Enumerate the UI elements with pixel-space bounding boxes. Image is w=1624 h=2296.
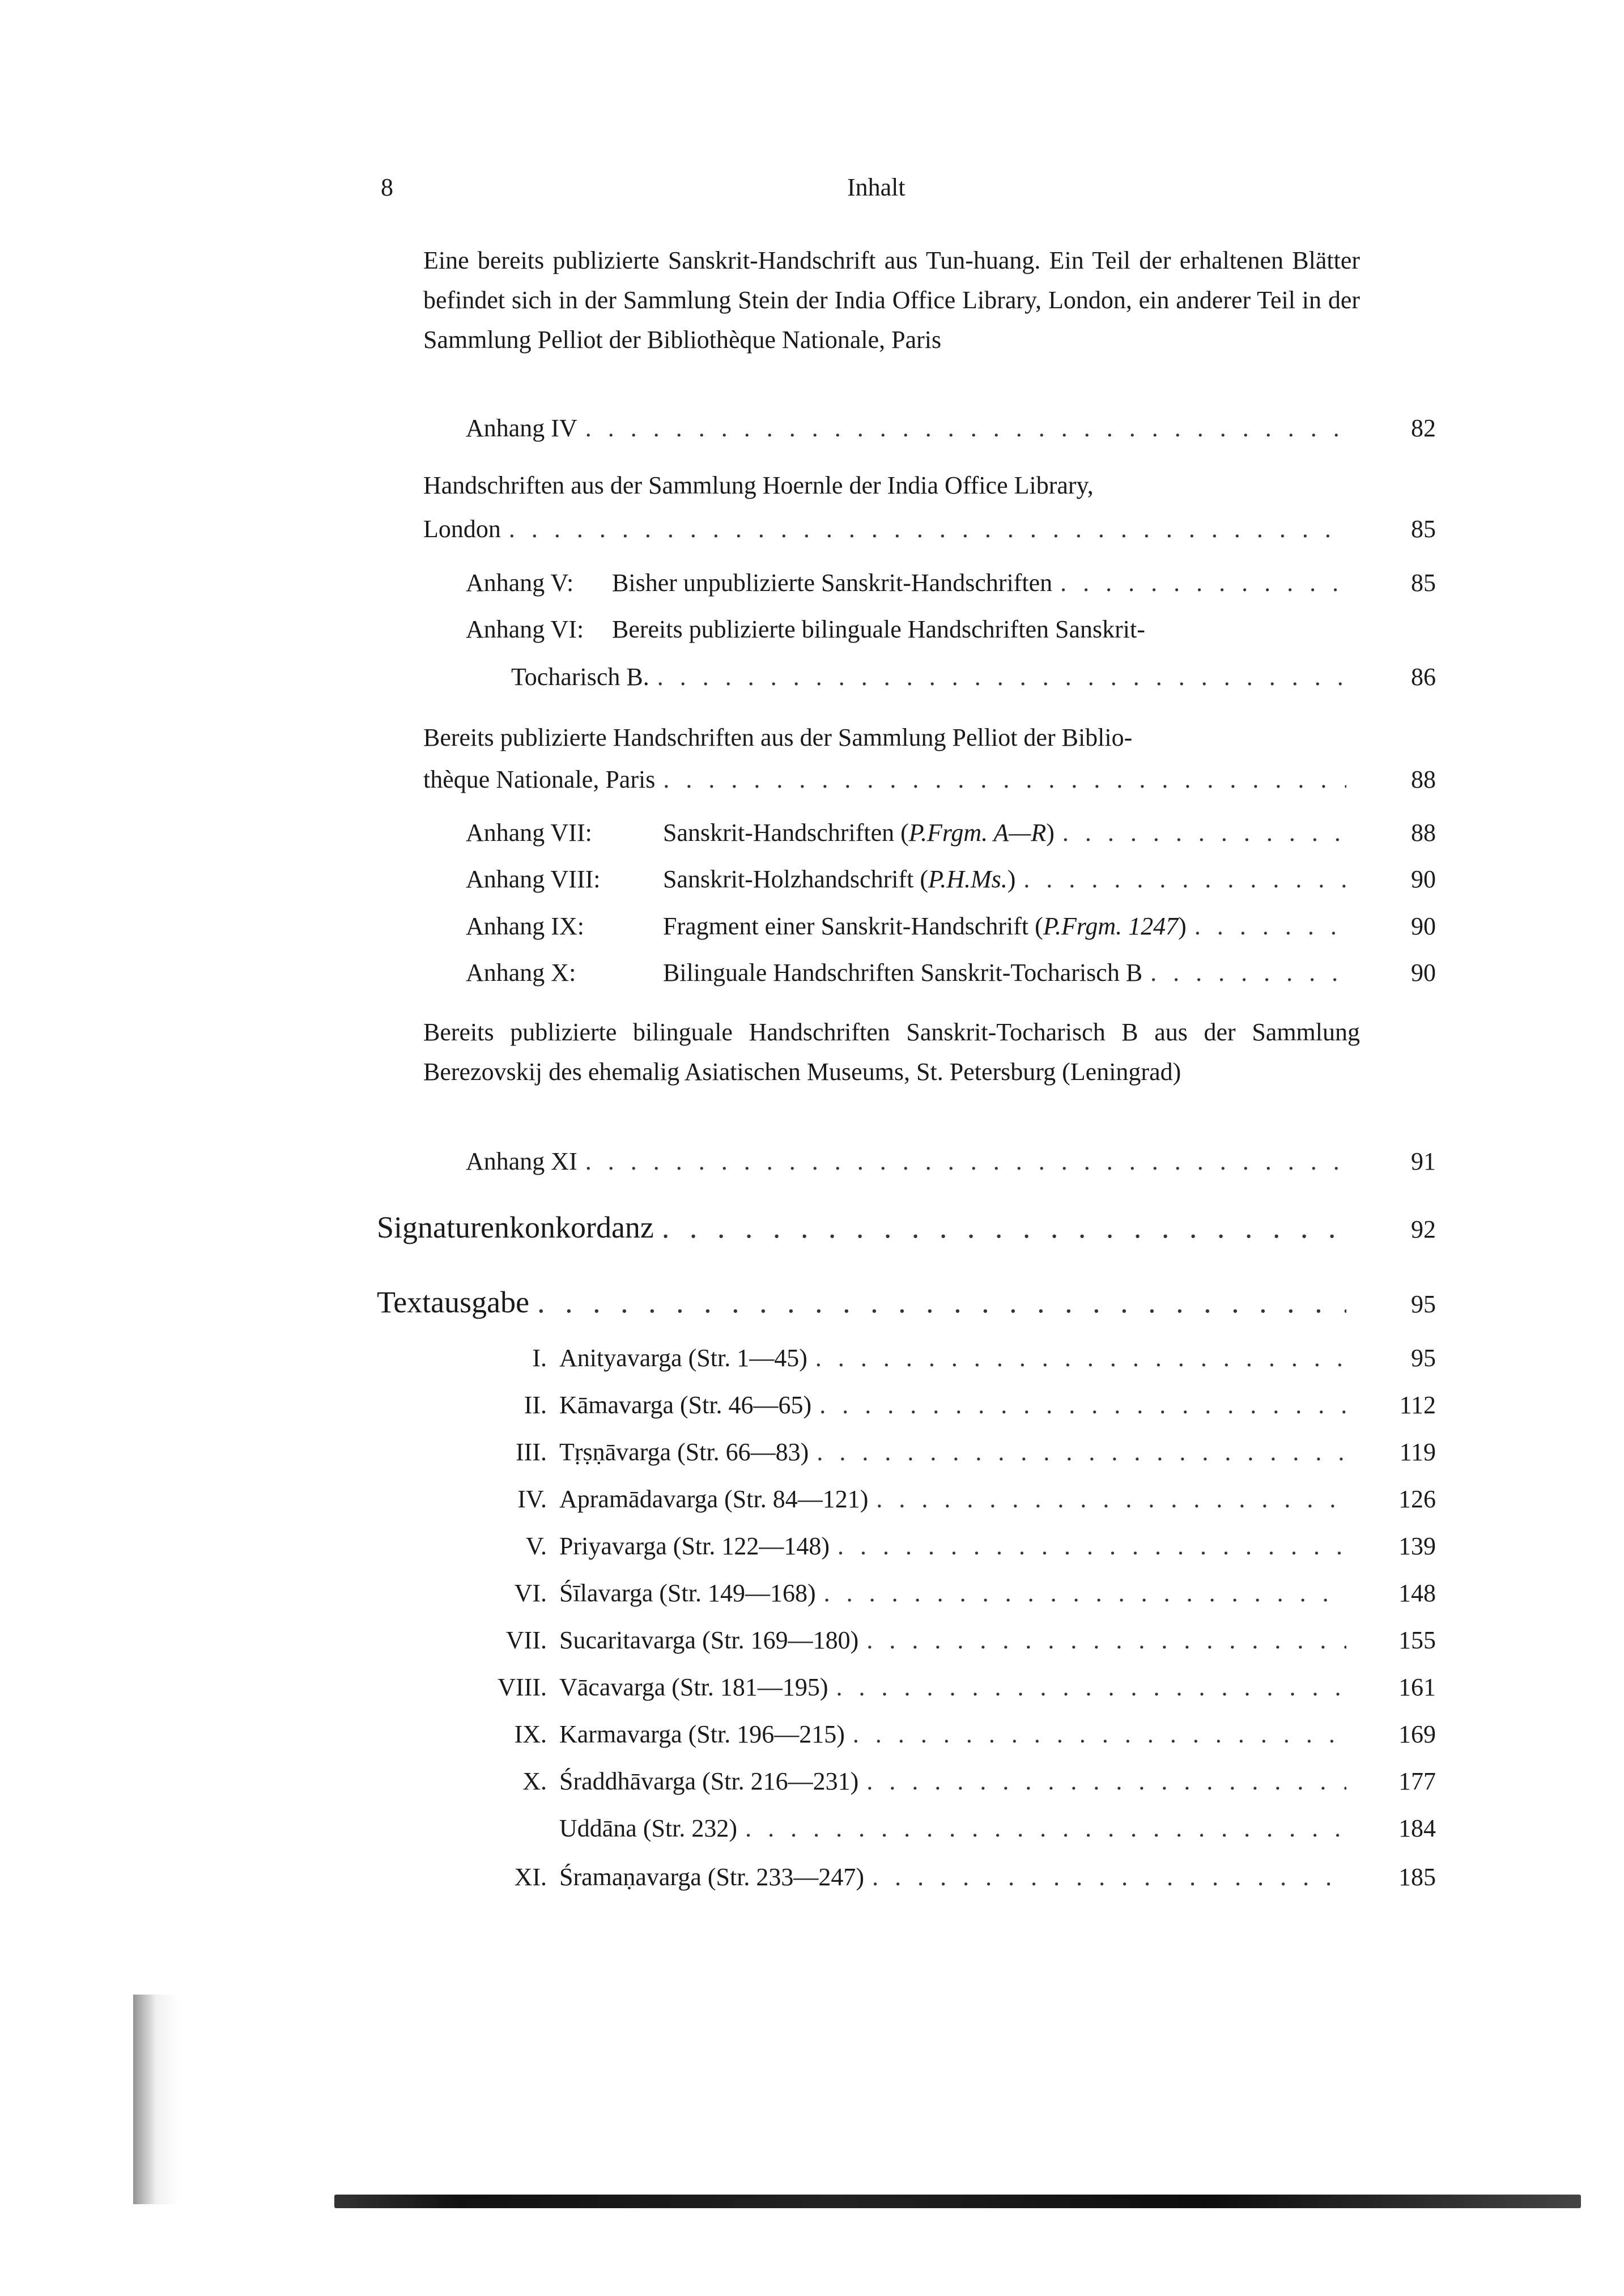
anhang-prefix: Anhang IX: xyxy=(466,912,584,940)
chapter-title: Uddāna (Str. 232) xyxy=(559,1814,738,1842)
toc-entry-pelliot xyxy=(423,763,1436,797)
toc-entry-label: Anhang IV xyxy=(466,414,577,442)
section-paragraph-berezovskij: Bereits publizierte bilinguale Handschriften Sanskrit-Tocharisch B aus der Sammlung Berezovskij des ehemalig Asiatischen Museums, St. Petersburg (Leningrad) xyxy=(423,1018,1360,1086)
toc-entry-anhang-viii xyxy=(466,862,1436,896)
dot-leader xyxy=(1150,956,1346,990)
dot-leader xyxy=(745,1812,1346,1846)
section-paragraph-hoernle: Handschriften aus der Sammlung Hoernle der India Office Library, xyxy=(423,471,1094,499)
dot-leader xyxy=(866,1764,1346,1798)
toc-page-number: 126 xyxy=(1398,1485,1436,1513)
toc-entry-anhang-vi xyxy=(466,613,1361,647)
dot-leader xyxy=(824,1576,1346,1610)
anhang-prefix: Anhang VIII: xyxy=(466,865,601,893)
toc-entry-label xyxy=(466,909,1187,943)
anhang-title: Fragment einer Sanskrit-Handschrift ( xyxy=(663,912,1043,940)
toc-page-number: 148 xyxy=(1398,1579,1436,1607)
toc-page-number: 91 xyxy=(1411,1147,1436,1175)
toc-entry-label xyxy=(466,566,1052,600)
toc-chapter-row xyxy=(465,1435,1436,1469)
toc-page-number: 82 xyxy=(1411,414,1436,442)
toc-chapter-row xyxy=(465,1860,1436,1894)
chapter-number: V. xyxy=(525,1532,547,1560)
dot-leader xyxy=(819,1388,1346,1422)
scan-shadow-bottom xyxy=(334,2195,1581,2208)
chapter-title: Kāmavarga (Str. 46—65) xyxy=(559,1391,812,1419)
dot-leader xyxy=(817,1435,1346,1469)
toc-page-number: 88 xyxy=(1411,819,1436,847)
anhang-title: Bereits publizierte bilinguale Handschriften Sanskrit- xyxy=(612,615,1145,643)
toc-page-number: 119 xyxy=(1399,1438,1436,1466)
toc-chapter-row xyxy=(465,1623,1436,1657)
toc-chapter-row xyxy=(465,1529,1436,1563)
anhang-title-italic: P.Frgm. A—R xyxy=(908,819,1047,847)
toc-entry-label: thèque Nationale, Paris xyxy=(423,766,656,793)
dot-leader xyxy=(815,1341,1346,1375)
anhang-title: Bilinguale Handschriften Sanskrit-Tocharisch B xyxy=(663,959,1143,987)
toc-page-number: 88 xyxy=(1411,766,1436,793)
anhang-prefix: Anhang X: xyxy=(466,959,576,987)
chapter-number: XI. xyxy=(514,1863,547,1891)
anhang-title-italic: P.H.Ms. xyxy=(928,865,1007,893)
section-paragraph-tunhuang: Eine bereits publizierte Sanskrit-Handschrift aus Tun-huang. Ein Teil der erhaltenen Blätter befindet sich in der Sammlung Stein der India Office Library, London, ein anderer Teil in der Sammlung Pelliot der Bibliothèque Nationale, Paris xyxy=(423,246,1360,354)
page-number: 8 xyxy=(381,173,393,201)
toc-entry-anhang-x xyxy=(466,956,1436,990)
toc-entry-anhang-ix xyxy=(466,909,1436,943)
toc-page-number: 95 xyxy=(1411,1290,1436,1318)
toc-chapter-row xyxy=(465,1341,1436,1375)
dot-leader xyxy=(872,1860,1346,1894)
chapter-number: X. xyxy=(522,1767,547,1795)
toc-heading-label: Signaturenkonkordanz xyxy=(377,1210,654,1244)
dot-leader xyxy=(585,1145,1346,1179)
toc-entry-label xyxy=(466,862,1015,896)
toc-heading-label: Textausgabe xyxy=(377,1285,530,1319)
anhang-prefix: Anhang VI: xyxy=(466,615,584,643)
anhang-prefix: Anhang V: xyxy=(466,569,574,597)
chapter-number: VII. xyxy=(505,1626,547,1654)
chapter-number: I. xyxy=(532,1344,547,1372)
chapter-title: Karmavarga (Str. 196—215) xyxy=(559,1720,845,1748)
dot-leader xyxy=(837,1529,1346,1563)
chapter-title: Anityavarga (Str. 1—45) xyxy=(559,1344,807,1372)
dot-leader xyxy=(853,1717,1346,1751)
toc-page-number: 85 xyxy=(1411,569,1436,597)
dot-leader xyxy=(1194,909,1346,943)
toc-entry-textausgabe xyxy=(377,1285,1436,1321)
dot-leader xyxy=(866,1623,1346,1657)
toc-page-number: 90 xyxy=(1411,912,1436,940)
chapter-title: Sucaritavarga (Str. 169—180) xyxy=(559,1626,859,1654)
dot-leader xyxy=(509,512,1346,546)
toc-entry-signaturenkonkordanz xyxy=(377,1210,1436,1247)
toc-entry-label: London xyxy=(423,515,501,543)
dot-leader xyxy=(585,411,1346,445)
page-title: Inhalt xyxy=(847,173,905,201)
chapter-number: VI. xyxy=(514,1579,547,1607)
chapter-title: Tṛṣṇāvarga (Str. 66—83) xyxy=(559,1438,809,1466)
chapter-number: II. xyxy=(524,1391,547,1419)
toc-page-number: 95 xyxy=(1411,1344,1436,1372)
anhang-title: Sanskrit-Holzhandschrift ( xyxy=(663,865,928,893)
toc-chapter-row xyxy=(465,1812,1436,1846)
dot-leader xyxy=(657,660,1346,694)
toc-chapter-row xyxy=(465,1670,1436,1704)
dot-leader xyxy=(662,1210,1346,1244)
toc-page-number: 169 xyxy=(1398,1720,1436,1748)
chapter-title: Śraddhāvarga (Str. 216—231) xyxy=(559,1767,859,1795)
dot-leader xyxy=(663,763,1346,797)
anhang-title-italic: P.Frgm. 1247 xyxy=(1043,912,1179,940)
toc-entry-hoernle xyxy=(423,512,1436,546)
toc-chapter-row xyxy=(465,1388,1436,1422)
toc-page-number: 90 xyxy=(1411,959,1436,987)
toc-page-number: 86 xyxy=(1411,663,1436,691)
toc-chapter-row xyxy=(465,1717,1436,1751)
toc-page-number: 112 xyxy=(1399,1391,1436,1419)
toc-chapter-row xyxy=(465,1576,1436,1610)
toc-page-number: 184 xyxy=(1398,1814,1436,1842)
anhang-title-end: ) xyxy=(1178,912,1187,940)
chapter-number: VIII. xyxy=(498,1673,547,1701)
chapter-number: III. xyxy=(516,1438,547,1466)
toc-page-number: 155 xyxy=(1398,1626,1436,1654)
anhang-title-end: ) xyxy=(1046,819,1055,847)
chapter-title: Vācavarga (Str. 181—195) xyxy=(559,1673,828,1701)
anhang-title: Sanskrit-Handschriften ( xyxy=(663,819,909,847)
dot-leader xyxy=(1060,566,1346,600)
toc-entry-anhang-xi xyxy=(466,1145,1436,1179)
dot-leader xyxy=(876,1482,1346,1516)
dot-leader xyxy=(1062,816,1346,850)
toc-chapter-row xyxy=(465,1482,1436,1516)
section-paragraph-pelliot: Bereits publizierte Handschriften aus der Sammlung Pelliot der Biblio- xyxy=(423,724,1133,751)
toc-page-number: 85 xyxy=(1411,515,1436,543)
toc-page-number: 90 xyxy=(1411,865,1436,893)
chapter-title: Apramādavarga (Str. 84—121) xyxy=(559,1485,869,1513)
toc-page-number: 139 xyxy=(1398,1532,1436,1560)
anhang-title-end: ) xyxy=(1007,865,1016,893)
toc-page-number: 177 xyxy=(1398,1767,1436,1795)
toc-page-number: 161 xyxy=(1398,1673,1436,1701)
toc-entry-anhang-vi-cont xyxy=(511,660,1436,694)
chapter-title: Śīlavarga (Str. 149—168) xyxy=(559,1579,816,1607)
toc-entry-label: Tocharisch B. xyxy=(511,663,649,691)
toc-page-number: 185 xyxy=(1398,1863,1436,1891)
scan-shadow-left xyxy=(133,1995,178,2204)
toc-entry-label: Anhang XI xyxy=(466,1147,577,1175)
toc-chapter-row xyxy=(465,1764,1436,1798)
dot-leader xyxy=(537,1285,1346,1319)
toc-page-number: 92 xyxy=(1411,1215,1436,1243)
chapter-title: Śramaṇavarga (Str. 233—247) xyxy=(559,1863,865,1891)
chapter-number: IX. xyxy=(514,1720,547,1748)
chapter-title: Priyavarga (Str. 122—148) xyxy=(559,1532,830,1560)
dot-leader xyxy=(1023,862,1346,896)
toc-entry-anhang-iv xyxy=(466,411,1436,445)
toc-entry-anhang-v xyxy=(466,566,1436,600)
chapter-number: IV. xyxy=(517,1485,547,1513)
toc-entry-label xyxy=(466,956,1142,990)
anhang-title: Bisher unpublizierte Sanskrit-Handschriften xyxy=(612,569,1053,597)
toc-entry-anhang-vii xyxy=(466,816,1436,850)
anhang-prefix: Anhang VII: xyxy=(466,819,592,847)
dot-leader xyxy=(836,1670,1346,1704)
toc-entry-label xyxy=(466,816,1055,850)
